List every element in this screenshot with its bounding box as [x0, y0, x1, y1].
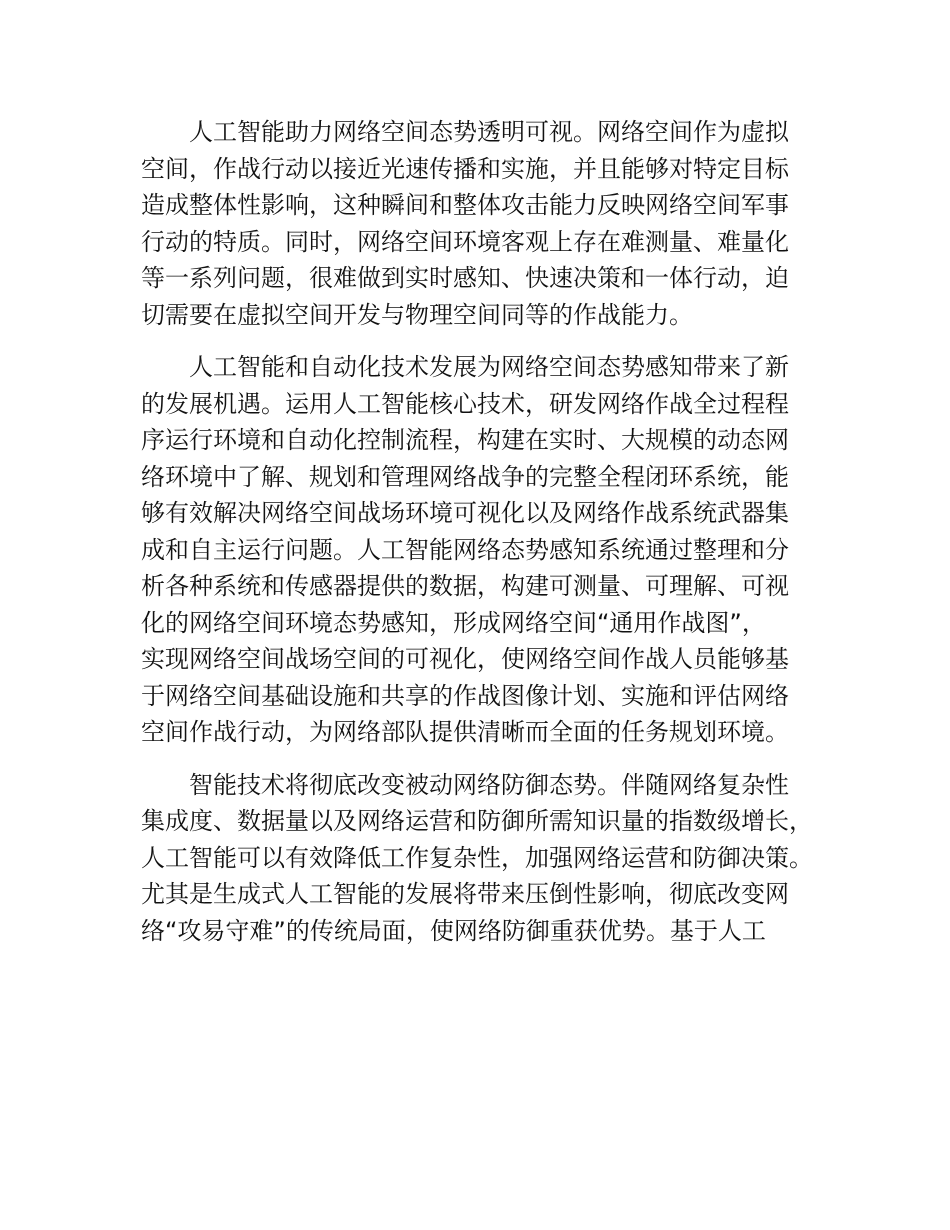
text-line: 络“攻易守难”的传统局面，使网络防御重获优势。基于人工	[141, 916, 766, 945]
text-line: 人工智能助力网络空间态势透明可视。网络空间作为虚拟	[189, 118, 789, 146]
text-line: 空间作战行动，为网络部队提供清晰而全面的任务规划环境。	[141, 718, 789, 746]
text-line: 化的网络空间环境态势感知，形成网络空间“通用作战图”，	[141, 608, 766, 637]
text-line: 智能技术将彻底改变被动网络防御态势。伴随网络复杂性	[189, 770, 789, 799]
paragraph-situational-awareness-visibility	[141, 114, 841, 333]
text-line: 的发展机遇。运用人工智能核心技术，研发网络作战全过程程	[141, 389, 789, 418]
text-line: 于网络空间基础设施和共享的作战图像计划、实施和评估网络	[141, 681, 789, 710]
text-line: 等一系列问题，很难做到实时感知、快速决策和一体行动，迫	[141, 264, 789, 292]
text-line: 尤其是生成式人工智能的发展将带来压倒性影响，彻底改变网	[141, 880, 789, 908]
text-line: 析各种系统和传感器提供的数据，构建可测量、可理解、可视	[141, 572, 789, 600]
text-line: 络环境中了解、规划和管理网络战争的完整全程闭环系统，能	[141, 462, 789, 491]
document-body	[141, 114, 841, 965]
text-line: 序运行环境和自动化控制流程，构建在实时、大规模的动态网	[141, 426, 789, 454]
text-line: 行动的特质。同时，网络空间环境客观上存在难测量、难量化	[141, 227, 789, 256]
text-line: 切需要在虚拟空间开发与物理空间同等的作战能力。	[141, 300, 693, 329]
text-line: 成和自主运行问题。人工智能网络态势感知系统通过整理和分	[141, 535, 789, 564]
text-line: 集成度、数据量以及网络运营和防御所需知识量的指数级增长，	[141, 807, 813, 835]
text-line: 人工智能和自动化技术发展为网络空间态势感知带来了新	[189, 353, 789, 381]
text-line: 空间，作战行动以接近光速传播和实施，并且能够对特定目标	[141, 154, 789, 183]
paragraph-intelligent-defense	[141, 767, 841, 950]
text-line: 实现网络空间战场空间的可视化，使网络空间作战人员能够基	[141, 645, 789, 673]
text-line: 人工智能可以有效降低工作复杂性，加强网络运营和防御决策。	[141, 843, 813, 872]
text-line: 造成整体性影响，这种瞬间和整体攻击能力反映网络空间军事	[141, 191, 789, 219]
paragraph-ai-automation-opportunity	[141, 349, 841, 751]
text-line: 够有效解决网络空间战场环境可视化以及网络作战系统武器集	[141, 499, 789, 527]
